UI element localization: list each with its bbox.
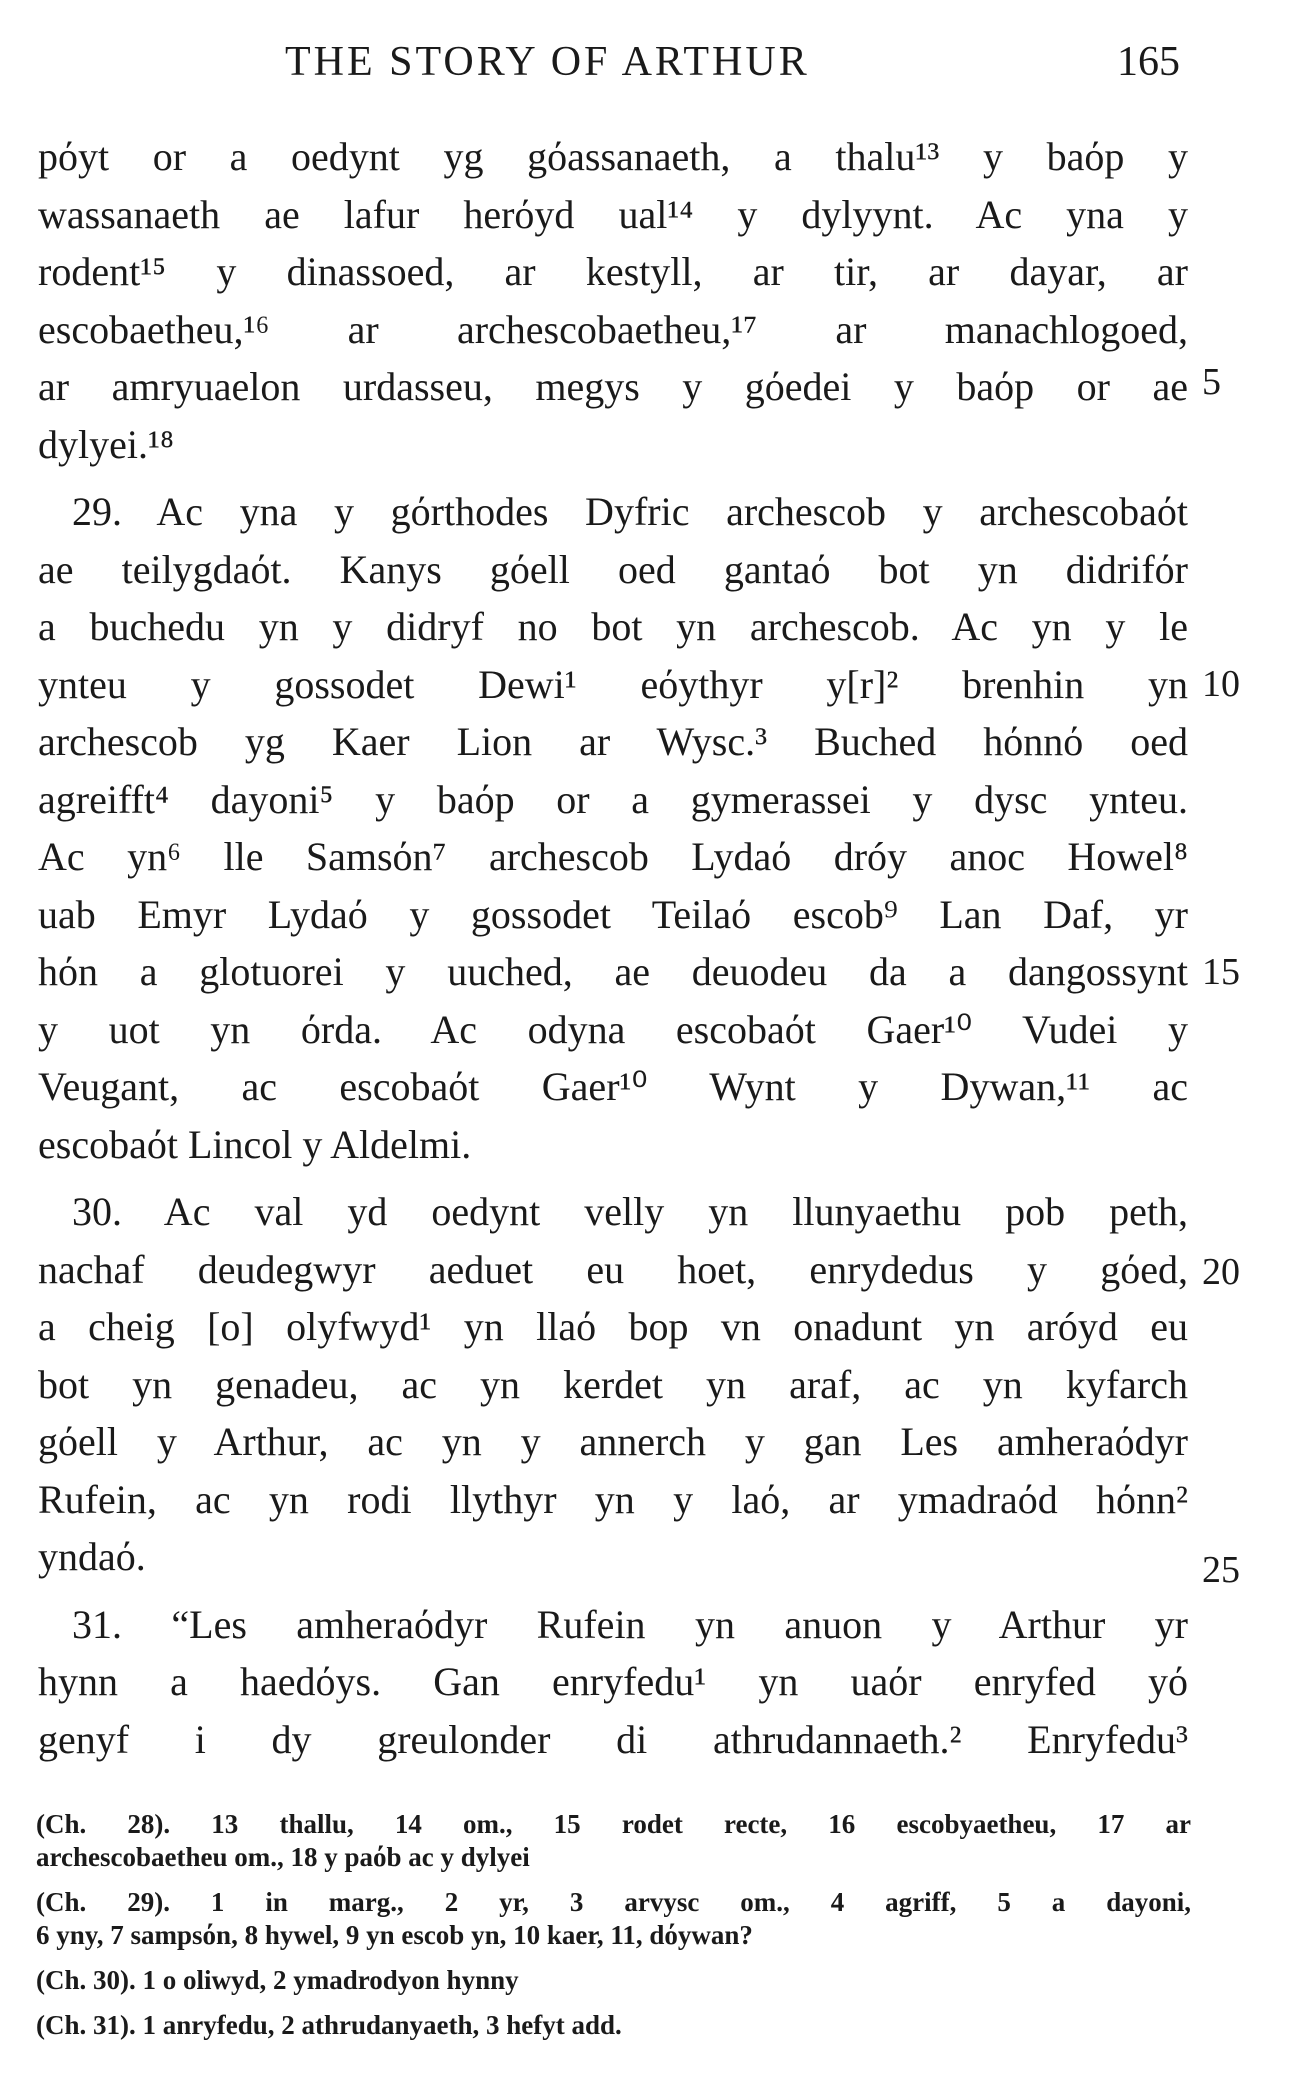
footnote-line: (Ch. 30). 1 o oliwyd, 2 ymadrodyon hynny [36,1965,519,1995]
page-number: 165 [1117,39,1180,85]
text-line: wassanaeth ae lafur herόyd ual¹⁴ y dylyynt. Ac yna y [38,191,1188,237]
paragraph-gap [38,1586,1188,1596]
text-line: ynteu y gossodet Dewi¹ eόythyr y[r]² brenhin yn [38,661,1188,707]
footnote-gap [36,1997,1191,2009]
footnote-gap [36,1874,1191,1886]
text-line: a cheig [o] olyfwyd¹ yn llaό bop vn onadunt yn aróyd eu [38,1304,1188,1349]
text-line: y uot yn όrda. Ac odyna escobaόt Gaer¹⁰ Vudei y [38,1006,1188,1052]
text-line: gόell y Arthur, ac yn y annerch y gan Les amheraόdyr [38,1419,1188,1464]
text-line: rodent¹⁵ y dinassoed, ar kestyll, ar tir, ar dayar, ar [38,249,1188,294]
paragraph-gap [38,473,1188,483]
text-line: 29. Ac yna y gόrthodes Dyfric archescob y archescobaόt [72,489,1188,534]
footnote-line: (Ch. 31). 1 anryfedu, 2 athrudanyaeth, 3 hefyt add. [36,2010,622,2040]
line-number: 20 [1202,1251,1240,1293]
line-number: 5 [1202,361,1221,403]
running-head [40,38,1180,88]
text-line: Ac yn⁶ lle Samsόn⁷ archescob Lydaό dróy anoc Howel⁸ [38,834,1188,879]
text-line: bot yn genadeu, ac yn kerdet yn araf, ac yn kyfarch [38,1361,1188,1407]
text-line: ae teilygdaόt. Kanys gόell oed gantaό bot yn didrifόr [38,546,1188,592]
body-text [38,128,1188,1768]
text-line: nachaf deudegwyr aeduet eu hoet, enrydedus y gόed, [38,1246,1188,1292]
line-number: 10 [1202,663,1240,705]
footnote-line: 6 yny, 7 sampsόn, 8 hywel, 9 yn escob yn, 10 kaer, 11, dόywan? [36,1920,753,1950]
paragraph-gap [38,1173,1188,1183]
text-line: hόn a glotuorei y uuched, ae deuodeu da a dangossynt [38,949,1188,994]
text-line: Veugant, ac escobaόt Gaer¹⁰ Wynt y Dywan,¹¹ ac [38,1064,1188,1109]
text-line: a buchedu yn y didryf no bot yn archescob. Ac yn y le [38,604,1188,649]
text-line: agreifft⁴ dayoni⁵ y baόp or a gymerassei y dysc ynteu. [38,776,1188,822]
text-line: hynn a haedόys. Gan enryfedu¹ yn uaόr enryfed yό [38,1659,1188,1704]
text-line: yndaό. [38,1534,146,1579]
text-line: Rufein, ac yn rodi llythyr yn y laό, ar ymadraόd hόnn² [38,1476,1188,1522]
text-line: 30. Ac val yd oedynt velly yn llunyaethu pob peth, [72,1189,1188,1234]
footnote-line: archescobaetheu om., 18 y paόb ac y dylyei [36,1842,530,1872]
running-title: THE STORY OF ARTHUR [285,39,810,85]
footnote-gap [36,1952,1191,1964]
footnotes [36,1808,1191,2042]
text-line: escobaόt Lincol y Aldelmi. [38,1121,472,1167]
text-line: genyf i dy greulonder di athrudannaeth.² Enryfedu³ [38,1716,1188,1762]
text-line: 31. “Les amheraόdyr Rufein yn anuon y Arthur yr [72,1601,1188,1647]
text-line: dylyei.¹⁸ [38,421,174,467]
text-line: uab Emyr Lydaό y gossodet Teilaό escob⁹ Lan Daf, yr [38,891,1188,937]
text-line: escobaetheu,¹⁶ ar archescobaetheu,¹⁷ ar manachlogoed, [38,306,1188,352]
line-number: 15 [1202,951,1240,993]
line-number: 25 [1202,1549,1240,1591]
footnote-line: (Ch. 28). 13 thallu, 14 om., 15 rodet recte, 16 escobyaetheu, 17 ar [36,1809,1191,1839]
text-line: pόyt or a oedynt yg gόassanaeth, a thalu¹³ y baόp y [38,134,1188,179]
footnote-line: (Ch. 29). 1 in marg., 2 yr, 3 arvysc om., 4 agriff, 5 a dayoni, [36,1887,1191,1917]
text-line: ar amryuaelon urdasseu, megys y gόedei y baόp or ae [38,364,1188,409]
text-line: archescob yg Kaer Lion ar Wysc.³ Buched hόnnό oed [38,719,1188,764]
